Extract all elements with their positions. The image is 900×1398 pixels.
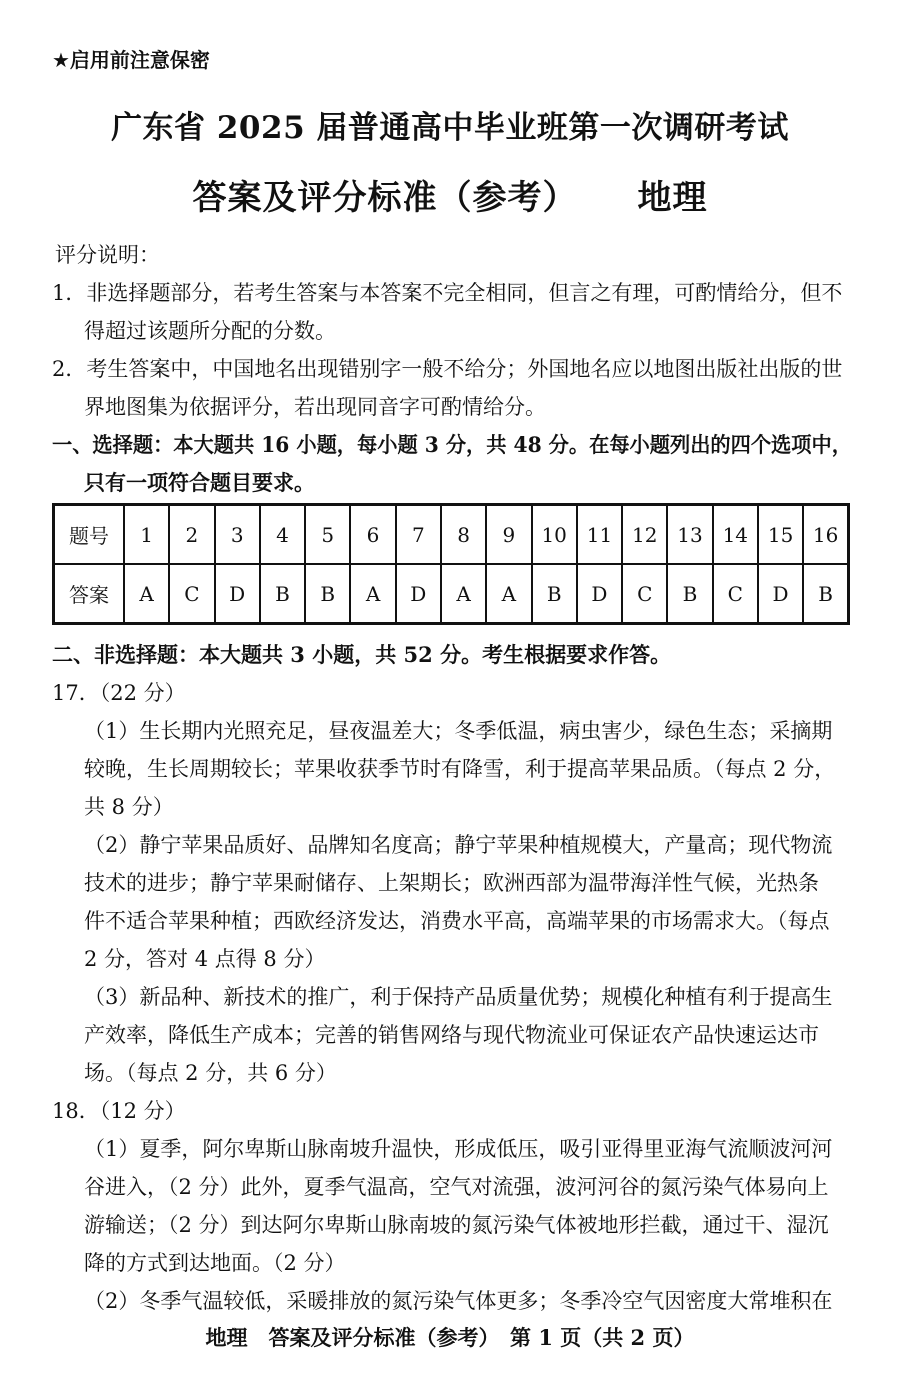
question-number-cell: 14 xyxy=(713,505,758,565)
question-number-cell: 16 xyxy=(803,505,848,565)
question-number-cell: 13 xyxy=(667,505,712,565)
section-1-heading: 一、选择题：本大题共 16 小题，每小题 3 分，共 48 分。在每小题列出的四个选项中， xyxy=(52,432,852,457)
answer-table xyxy=(52,503,850,625)
q17-part3-line-3: 场。（每点 2 分，共 6 分） xyxy=(84,1061,337,1085)
grading-note-2-line-2: 界地图集为依据评分，若出现同音字可酌情给分。 xyxy=(84,395,546,419)
q18-part1-line-4: 降的方式到达地面。（2 分） xyxy=(84,1251,346,1275)
question-number-cell: 8 xyxy=(441,505,486,565)
answer-cell: A xyxy=(441,564,486,624)
question-number-cell: 3 xyxy=(215,505,260,565)
grading-note-1-line-1: 1．非选择题部分，若考生答案与本答案不完全相同，但言之有理，可酌情给分，但不 xyxy=(52,281,843,305)
question-number-cell: 12 xyxy=(622,505,667,565)
answer-cell: C xyxy=(713,564,758,624)
q17-part1-line-1: （1）生长期内光照充足，昼夜温差大；冬季低温，病虫害少，绿色生态；采摘期 xyxy=(84,719,833,743)
section-2-heading: 二、非选择题：本大题共 3 小题，共 52 分。考生根据要求作答。 xyxy=(52,642,672,667)
answer-cell: A xyxy=(350,564,395,624)
answer-cell: D xyxy=(396,564,441,624)
question-number-cell: 15 xyxy=(758,505,803,565)
q18-part1-line-2: 谷进入，（2 分）此外，夏季气温高，空气对流强，波河河谷的氮污染气体易向上 xyxy=(84,1175,829,1199)
answer-table-number-row xyxy=(54,505,849,565)
q17-part2-line-4: 2 分，答对 4 点得 8 分） xyxy=(84,947,326,971)
answer-cell: D xyxy=(758,564,803,624)
question-number-cell: 10 xyxy=(532,505,577,565)
subject-name: 地理 xyxy=(637,178,708,218)
question-number-cell: 6 xyxy=(350,505,395,565)
answer-cell: B xyxy=(803,564,848,624)
q18-part2-line-1: （2）冬季气温较低，采暖排放的氮污染气体更多；冬季冷空气因密度大常堆积在 xyxy=(84,1289,833,1313)
answer-cell: A xyxy=(124,564,169,624)
question-number-cell: 11 xyxy=(577,505,622,565)
question-number-cell: 5 xyxy=(305,505,350,565)
answer-cell: B xyxy=(532,564,577,624)
confidential-note: ★启用前注意保密 xyxy=(52,48,210,72)
question-number-cell: 9 xyxy=(486,505,531,565)
grading-note-2-line-1: 2．考生答案中，中国地名出现错别字一般不给分；外国地名应以地图出版社出版的世 xyxy=(52,357,843,381)
answer-label-cell: 答案 xyxy=(54,564,125,624)
number-label-cell: 题号 xyxy=(54,505,125,565)
grading-notes-heading: 评分说明： xyxy=(55,243,160,267)
q17-part1-line-3: 共 8 分） xyxy=(84,795,174,819)
answer-table-answer-row xyxy=(54,564,849,624)
q17-part2-line-3: 件不适合苹果种植；西欧经济发达，消费水平高，高端苹果的市场需求大。（每点 xyxy=(84,909,830,933)
answer-cell: C xyxy=(169,564,214,624)
answer-cell: C xyxy=(622,564,667,624)
q17-part2-line-2: 技术的进步；静宁苹果耐储存、上架期长；欧洲西部为温带海洋性气候，光热条 xyxy=(84,871,819,895)
question-number-cell: 2 xyxy=(169,505,214,565)
question-number-cell: 1 xyxy=(124,505,169,565)
q18-part1-line-3: 游输送；（2 分）到达阿尔卑斯山脉南坡的氮污染气体被地形拦截，通过干、湿沉 xyxy=(84,1213,829,1237)
q17-part1-line-2: 较晚，生长周期较长；苹果收获季节时有降雪，利于提高苹果品质。（每点 2 分， xyxy=(84,757,836,781)
q18-heading: 18．（12 分） xyxy=(52,1099,186,1123)
q17-heading: 17．（22 分） xyxy=(52,681,186,705)
subtitle-text: 答案及评分标准（参考） xyxy=(192,178,578,218)
page-footer: 地理 答案及评分标准（参考） 第 1 页（共 2 页） xyxy=(205,1325,695,1350)
q17-part3-line-2: 产效率，降低生产成本；完善的销售网络与现代物流业可保证农产品快速运达市 xyxy=(84,1023,819,1047)
section-1-heading-cont: 只有一项符合题目要求。 xyxy=(84,470,315,495)
q17-part3-line-1: （3）新品种、新技术的推广，利于保持产品质量优势；规模化种植有利于提高生 xyxy=(84,985,833,1009)
question-number-cell: 4 xyxy=(260,505,305,565)
answer-cell: D xyxy=(215,564,260,624)
answer-cell: B xyxy=(667,564,712,624)
answer-subtitle xyxy=(0,170,900,219)
grading-note-1-line-2: 得超过该题所分配的分数。 xyxy=(84,319,336,343)
q18-part1-line-1: （1）夏季，阿尔卑斯山脉南坡升温快，形成低压，吸引亚得里亚海气流顺波河河 xyxy=(84,1137,833,1161)
q17-part2-line-1: （2）静宁苹果品质好、品牌知名度高；静宁苹果种植规模大，产量高；现代物流 xyxy=(84,833,833,857)
question-number-cell: 7 xyxy=(396,505,441,565)
answer-cell: A xyxy=(486,564,531,624)
answer-cell: B xyxy=(260,564,305,624)
exam-title: 广东省 2025 届普通高中毕业班第一次调研考试 xyxy=(111,110,789,146)
answer-cell: D xyxy=(577,564,622,624)
answer-cell: B xyxy=(305,564,350,624)
